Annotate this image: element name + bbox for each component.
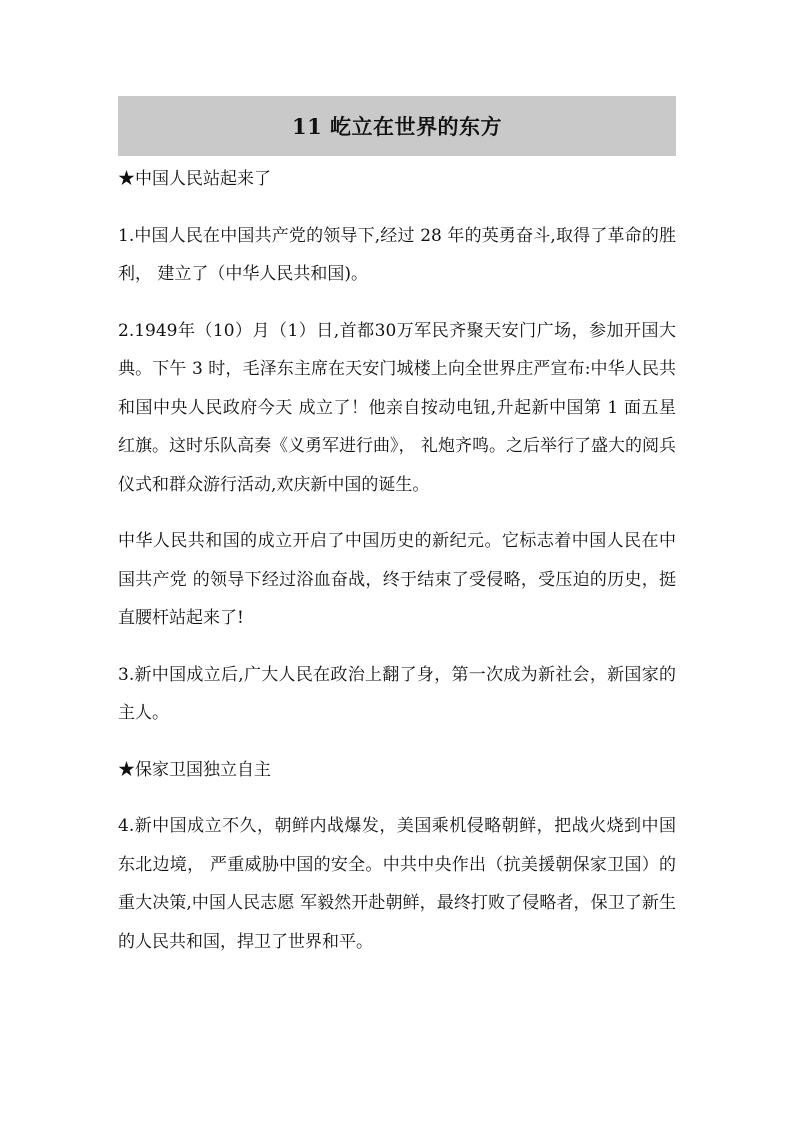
paragraph-4: 4.新中国成立不久，朝鲜内战爆发，美国乘机侵略朝鲜，把战火烧到中国东北边境， 严重威胁中国的安全。中共中央作出（抗美援朝保家卫国）的重大决策,中国人民志愿 军毅然开赴朝鲜，最终打败了侵略者，保卫了新生的人民共和国，捍卫了世界和平。 [118, 816, 676, 952]
paragraph-2: 2.1949年（10）月（1）日,首都30万军民齐聚天安门广场，参加开国大典。下午 3 时，毛泽东主席在天安门城楼上向全世界庄严宣布:中华人民共和国中央人民政府今天 成立了！他亲自按动电钮,升起新中国第 1 面五星红旗。这时乐队高奏《义勇军进行曲》， 礼炮齐鸣。之后举行了盛大的阅兵仪式和群众游行活动,欢庆新中国的诞生。 [118, 320, 676, 495]
paragraph-3: 3.新中国成立后,广大人民在政治上翻了身，第一次成为新社会，新国家的主人。 [118, 664, 676, 723]
paragraph-1: 1.中国人民在中国共产党的领导下,经过 28 年的英勇奋斗,取得了革命的胜利， 建立了（中华人民共和国)。 [118, 225, 676, 284]
page-title: 11 屹立在世界的东方 [118, 96, 676, 156]
section-heading-standing-up: ★中国人民站起来了 [118, 169, 271, 189]
document-page [118, 96, 676, 961]
section-heading-defend: ★保家卫国独立自主 [118, 759, 271, 780]
paragraph-new-era: 中华人民共和国的成立开启了中国历史的新纪元。它标志着中国人民在中国共产党 的领导下经过浴血奋战，终于结束了受侵略，受压迫的历史，挺直腰杆站起来了! [118, 531, 676, 628]
